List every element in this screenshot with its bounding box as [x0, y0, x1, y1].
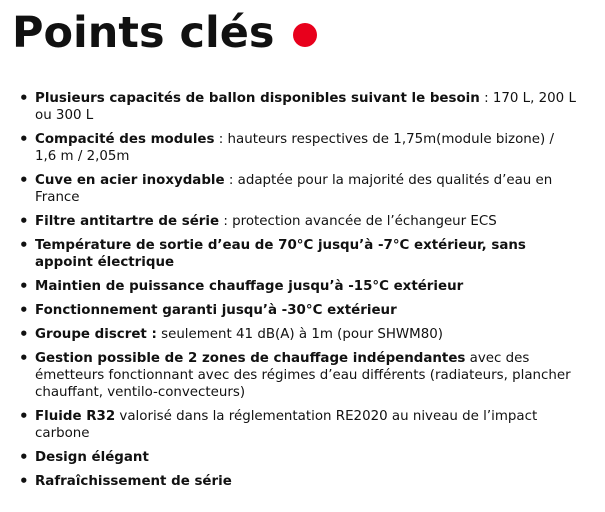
- page-title: Points clés: [12, 8, 275, 58]
- bullet-icon: •: [19, 171, 29, 189]
- bullet-icon: •: [19, 448, 29, 466]
- red-dot-icon: [293, 23, 317, 47]
- bullet-icon: •: [19, 301, 29, 319]
- item-text: : hauteurs respectives de 1,75m(module bizone) / 1,6 m / 2,05m: [35, 132, 554, 164]
- item-text: : protection avancée de l’échangeur ECS: [219, 214, 497, 229]
- item-bold-text: Rafraîchissement de série: [35, 474, 232, 489]
- bullet-icon: •: [19, 349, 29, 367]
- item-bold-text: Groupe discret :: [35, 327, 157, 342]
- list-item: [18, 90, 578, 124]
- item-text: avec des émetteurs fonctionnant avec des régimes d’eau différents (radiateurs, plancher chauffant, ventilo-convecteurs): [35, 351, 571, 400]
- item-bold-text: Gestion possible de 2 zones de chauffage indépendantes: [35, 351, 466, 366]
- title-row: [12, 2, 317, 64]
- list-item: [18, 131, 578, 165]
- item-bold-text: Maintien de puissance chauffage jusqu’à -15°C extérieur: [35, 279, 464, 294]
- bullet-icon: •: [19, 212, 29, 230]
- key-points-list: [18, 90, 578, 497]
- list-item: [18, 237, 578, 271]
- list-item: [18, 350, 578, 401]
- item-bold-text: Cuve en acier inoxydable: [35, 173, 225, 188]
- item-text: seulement 41 dB(A) à 1m (pour SHWM80): [156, 327, 443, 342]
- bullet-icon: •: [19, 236, 29, 254]
- item-bold-text: Température de sortie d’eau de 70°C jusqu’à -7°C extérieur, sans appoint électrique: [35, 238, 526, 270]
- list-item: [18, 172, 578, 206]
- list-item: [18, 408, 578, 442]
- list-item: [18, 449, 578, 466]
- bullet-icon: •: [19, 130, 29, 148]
- item-text: : adaptée pour la majorité des qualités d’eau en France: [35, 173, 553, 205]
- item-text: valorisé dans la réglementation RE2020 au niveau de l’impact carbone: [35, 409, 538, 441]
- item-bold-text: Compacité des modules: [35, 132, 215, 147]
- item-text: : 170 L, 200 L ou 300 L: [35, 91, 576, 123]
- list-item: [18, 326, 578, 343]
- bullet-icon: •: [19, 89, 29, 107]
- bullet-icon: •: [19, 325, 29, 343]
- item-bold-text: Fonctionnement garanti jusqu’à -30°C extérieur: [35, 303, 397, 318]
- bullet-icon: •: [19, 277, 29, 295]
- item-bold-text: Filtre antitartre de série: [35, 214, 220, 229]
- item-bold-text: Fluide R32: [35, 409, 116, 424]
- bullet-icon: •: [19, 472, 29, 490]
- list-item: [18, 278, 578, 295]
- bullet-icon: •: [19, 407, 29, 425]
- list-item: [18, 302, 578, 319]
- item-bold-text: Design élégant: [35, 450, 149, 465]
- list-item: [18, 473, 578, 490]
- list-item: [18, 213, 578, 230]
- item-bold-text: Plusieurs capacités de ballon disponibles suivant le besoin: [35, 91, 480, 106]
